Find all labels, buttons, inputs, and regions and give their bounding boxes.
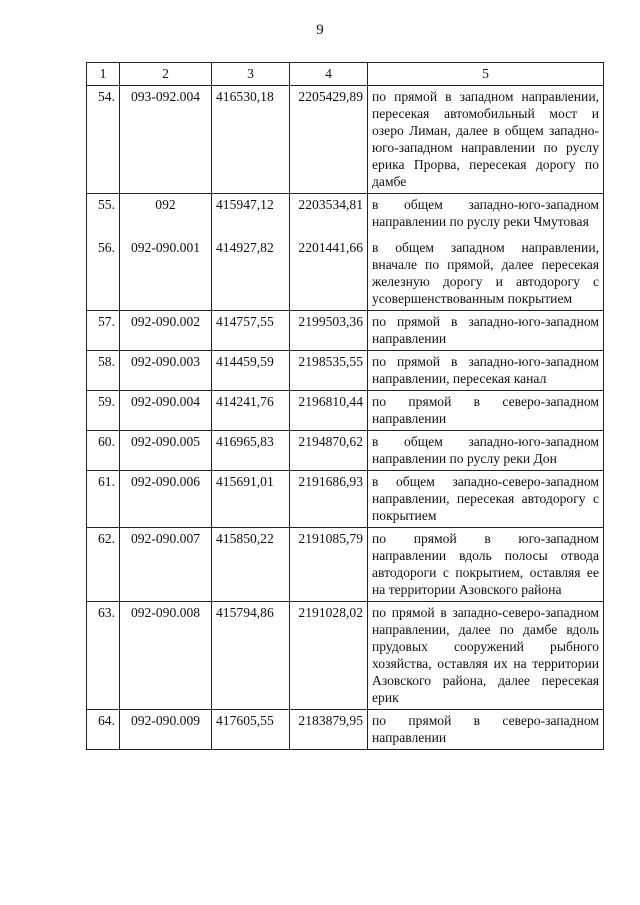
boundary-description: в общем западно-юго-западном направлении по руслу реки Чмутовая xyxy=(368,194,604,234)
row-number: 54. xyxy=(87,86,120,194)
coord-y: 2205429,89 xyxy=(290,86,368,194)
point-code: 092-090.002 xyxy=(120,311,212,351)
coord-x: 414927,82 xyxy=(212,233,290,311)
point-code: 092-090.001 xyxy=(120,233,212,311)
boundary-points-table xyxy=(86,62,604,750)
point-code: 092-090.006 xyxy=(120,471,212,528)
header-col-1: 1 xyxy=(87,63,120,86)
coord-y: 2203534,81 xyxy=(290,194,368,234)
coord-y: 2183879,95 xyxy=(290,710,368,750)
boundary-description: в общем западном направлении, вначале по прямой, далее пересекая железную дорогу и автодорогу с усовершенствованным покрытием xyxy=(368,233,604,311)
row-number: 63. xyxy=(87,602,120,710)
coord-x: 416530,18 xyxy=(212,86,290,194)
coord-x: 415850,22 xyxy=(212,528,290,602)
point-code: 092-090.003 xyxy=(120,351,212,391)
boundary-description: по прямой в западно-юго-западном направлении, пересекая канал xyxy=(368,351,604,391)
boundary-description: в общем западно-северо-западном направлении, пересекая автодорогу с покрытием xyxy=(368,471,604,528)
coord-y: 2191028,02 xyxy=(290,602,368,710)
row-number: 64. xyxy=(87,710,120,750)
boundary-description: в общем западно-юго-западном направлении по руслу реки Дон xyxy=(368,431,604,471)
point-code: 092-090.004 xyxy=(120,391,212,431)
boundary-description: по прямой в северо-западном направлении xyxy=(368,710,604,750)
coord-y: 2201441,66 xyxy=(290,233,368,311)
table-row xyxy=(87,86,604,194)
table-row xyxy=(87,391,604,431)
table-row xyxy=(87,602,604,710)
row-number: 57. xyxy=(87,311,120,351)
table-row xyxy=(87,233,604,311)
point-code: 092-090.005 xyxy=(120,431,212,471)
coord-y: 2199503,36 xyxy=(290,311,368,351)
point-code: 092 xyxy=(120,194,212,234)
row-number: 56. xyxy=(87,233,120,311)
table-row xyxy=(87,311,604,351)
coord-y: 2196810,44 xyxy=(290,391,368,431)
coord-x: 416965,83 xyxy=(212,431,290,471)
table-header-row xyxy=(87,63,604,86)
row-number: 61. xyxy=(87,471,120,528)
page-number: 9 xyxy=(316,22,324,38)
coord-x: 415691,01 xyxy=(212,471,290,528)
table-row xyxy=(87,194,604,234)
boundary-description: по прямой в западном направлении, пересекая автомобильный мост и озеро Лиман, далее в общем западно-юго-западном направлении по руслу ерика Прорва, пересекая дорогу по дамбе xyxy=(368,86,604,194)
boundary-description: по прямой в юго-западном направлении вдоль полосы отвода автодороги с покрытием, оставляя ее на территории Азовского района xyxy=(368,528,604,602)
table-row xyxy=(87,431,604,471)
table-row xyxy=(87,351,604,391)
coord-x: 414241,76 xyxy=(212,391,290,431)
coord-y: 2191686,93 xyxy=(290,471,368,528)
header-col-2: 2 xyxy=(120,63,212,86)
coord-x: 414459,59 xyxy=(212,351,290,391)
table-row xyxy=(87,710,604,750)
row-number: 60. xyxy=(87,431,120,471)
point-code: 092-090.009 xyxy=(120,710,212,750)
header-col-4: 4 xyxy=(290,63,368,86)
coord-y: 2191085,79 xyxy=(290,528,368,602)
header-col-3: 3 xyxy=(212,63,290,86)
boundary-description: по прямой в северо-западном направлении xyxy=(368,391,604,431)
row-number: 59. xyxy=(87,391,120,431)
point-code: 092-090.007 xyxy=(120,528,212,602)
row-number: 55. xyxy=(87,194,120,234)
coord-y: 2194870,62 xyxy=(290,431,368,471)
coord-x: 415794,86 xyxy=(212,602,290,710)
point-code: 093-092.004 xyxy=(120,86,212,194)
coord-x: 414757,55 xyxy=(212,311,290,351)
coord-y: 2198535,55 xyxy=(290,351,368,391)
table-row xyxy=(87,471,604,528)
point-code: 092-090.008 xyxy=(120,602,212,710)
coord-x: 415947,12 xyxy=(212,194,290,234)
table-row xyxy=(87,528,604,602)
boundary-description: по прямой в западно-северо-западном направлении, далее по дамбе вдоль прудовых сооружений рыбного хозяйства, оставляя их на территории Азовского района, далее пересекая ерик xyxy=(368,602,604,710)
boundary-description: по прямой в западно-юго-западном направлении xyxy=(368,311,604,351)
row-number: 58. xyxy=(87,351,120,391)
header-col-5: 5 xyxy=(368,63,604,86)
row-number: 62. xyxy=(87,528,120,602)
coord-x: 417605,55 xyxy=(212,710,290,750)
